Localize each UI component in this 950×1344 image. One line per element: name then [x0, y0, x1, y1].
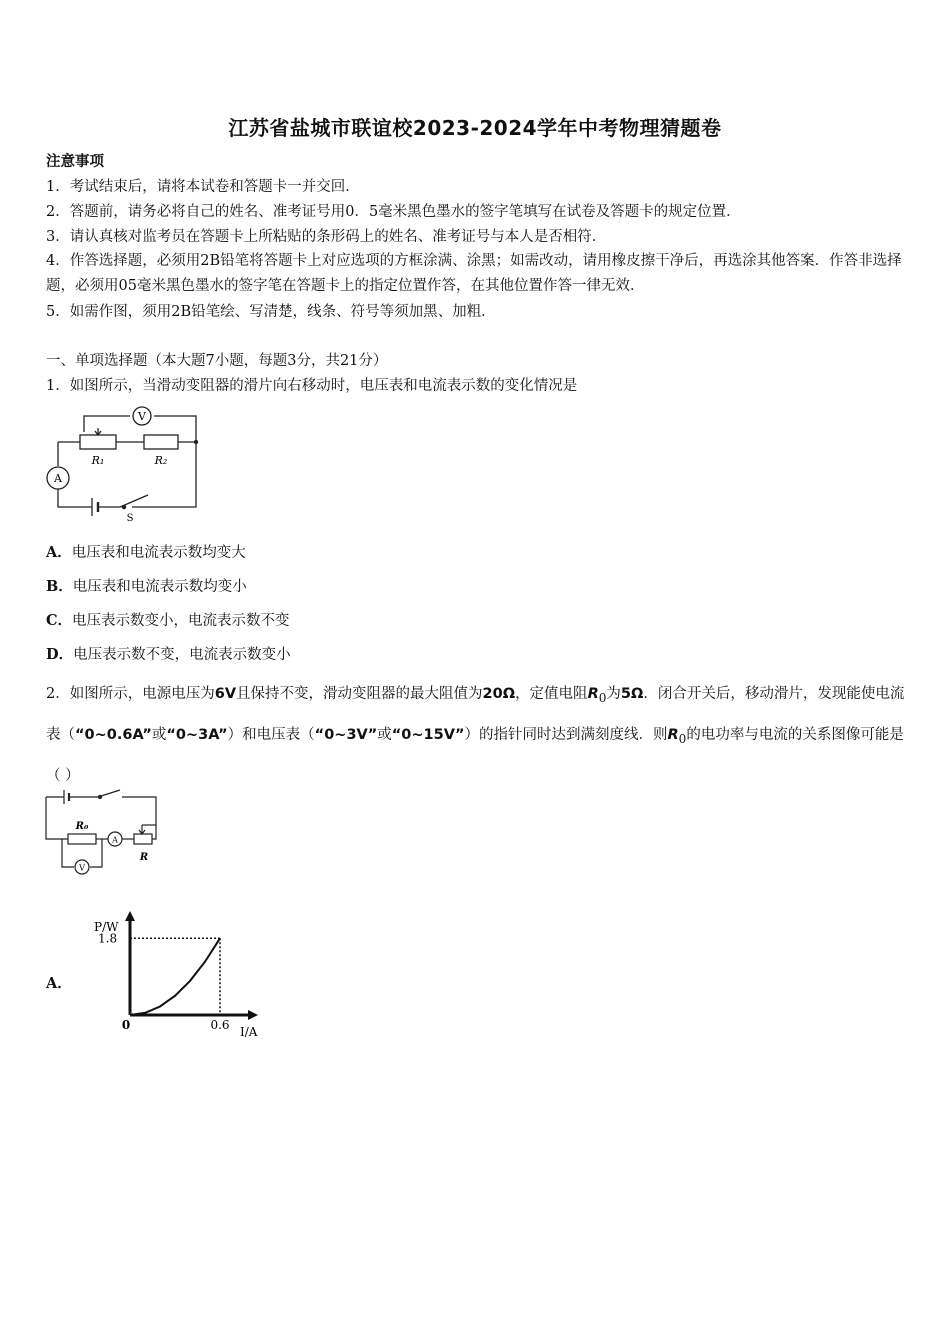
q2-voltmeter-label: V: [79, 863, 85, 873]
section-heading: 一、单项选择题（本大题7小题，每题3分，共21分）: [46, 353, 388, 369]
y-tick-label: 1.8: [98, 931, 118, 946]
y-axis-label: P/W: [94, 920, 119, 934]
switch-label: S: [126, 513, 134, 524]
notice-item-2: 2．答题前，请务必将自己的姓名、准考证号用0．5毫米黑色墨水的签字笔填写在试卷及答题卡的规定位置．: [46, 204, 741, 220]
voltmeter-label: V: [138, 410, 146, 423]
ammeter-label: A: [54, 472, 62, 485]
q1-circuit-diagram: [44, 402, 204, 524]
notice-item-1: 1．考试结束后，请将本试卷和答题卡一并交回．: [46, 179, 360, 195]
q1-stem: 1．如图所示，当滑动变阻器的滑片向右移动时，电压表和电流表示数的变化情况是: [46, 378, 578, 394]
q1-option-a[interactable]: A．电压表和电流表示数均变大: [46, 544, 246, 561]
origin-label: 0: [121, 1018, 131, 1032]
q1-option-d[interactable]: D．电压表示数不变，电流表示数变小: [46, 646, 291, 663]
page-title: 江苏省盐城市联谊校2023-2024学年中考物理猜题卷: [228, 116, 722, 140]
q2-stem: 2．如图所示，电源电压为6V且保持不变，滑动变阻器的最大阻值为20Ω，定值电阻$R_0$为5Ω．闭合开关后，移动滑片，发现能使电流表（“0~0.6A”或“0~3A”）和电压表（“0~3V”或“0~15V”）的指针同时达到满刻度线．则$R_0$的电功率与电流的关系图像可能是（ ）: [46, 686, 905, 784]
notice-item-4: 4．作答选择题，必须用2B铅笔将答题卡上对应选项的方框涂满、涂黑；如需改动，请用橡皮擦干净后，再选涂其他答案．作答非选择题，必须用05毫米黑色墨水的签字笔在答题卡上的指定位置作答，在其他位置作答一律无效．: [46, 253, 902, 294]
notice-item-5: 5．如需作图，须用2B铅笔绘、写清楚，线条、符号等须加黑、加粗．: [46, 304, 496, 320]
notice-heading: 注意事项: [46, 153, 104, 170]
power-current-curve: [130, 938, 220, 1015]
option-a-chart: [90, 905, 270, 1040]
x-tick-label: 0.6: [210, 1018, 230, 1032]
q1-option-c[interactable]: C．电压表示数变小，电流表示数不变: [46, 612, 290, 629]
q2-ammeter-label: A: [112, 835, 118, 845]
q2-circuit-diagram: [44, 787, 164, 875]
r-label: R: [139, 852, 149, 863]
x-axis-label: I/A: [240, 1025, 258, 1039]
q2-option-a-label[interactable]: A．: [46, 975, 72, 992]
q1-option-b[interactable]: B．电压表和电流表示数均变小: [46, 578, 247, 595]
r2-label: R₂: [154, 454, 168, 467]
r1-label: R₁: [91, 454, 105, 467]
notice-item-3: 3．请认真核对监考员在答题卡上所粘贴的条形码上的姓名、准考证号与本人是否相符．: [46, 229, 607, 245]
y-axis-arrow: [125, 911, 135, 921]
x-axis-arrow: [248, 1010, 258, 1020]
r0-label: R₀: [75, 821, 89, 832]
